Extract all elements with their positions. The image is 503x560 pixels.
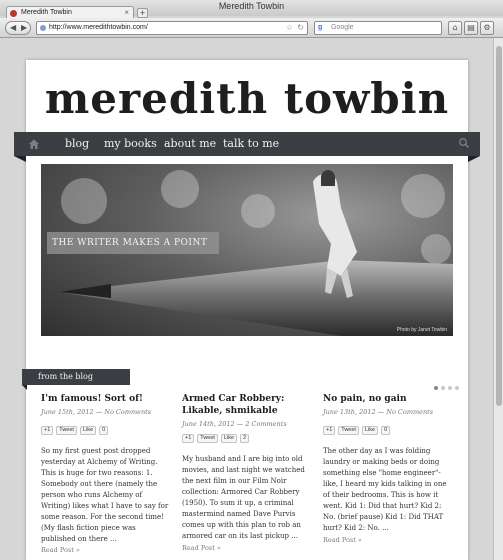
tweet-button[interactable]: Tweet xyxy=(338,426,359,435)
google-plus-button[interactable]: +1 xyxy=(182,434,194,443)
share-buttons xyxy=(41,426,169,436)
section-label: from the blog xyxy=(22,369,130,385)
tweet-button[interactable]: Tweet xyxy=(197,434,218,443)
search-placeholder: Google xyxy=(331,24,354,31)
google-plus-button[interactable]: +1 xyxy=(323,426,335,435)
nav-item-my-books[interactable]: my books xyxy=(104,137,157,150)
blog-post xyxy=(323,393,451,534)
home-icon[interactable] xyxy=(28,138,40,150)
like-count: 0 xyxy=(99,426,108,435)
reload-icon[interactable]: ↻ xyxy=(297,23,304,32)
post-excerpt: So my first guest post dropped yesterday at Alchemy of Writing. This is huge for two reasons: 1. Somebody out there (namely the person who runs Alchemy of Writing) likes what I have to say for some reason. For the second time! (My flash fiction piece was published on there … xyxy=(41,447,169,543)
search-box[interactable] xyxy=(314,21,442,35)
carousel-dot[interactable] xyxy=(441,386,445,390)
window-title: Meredith Towbin xyxy=(218,1,285,11)
nav-item-blog[interactable]: blog xyxy=(65,137,90,150)
tab-title: Meredith Towbin xyxy=(21,9,72,16)
read-post-link[interactable]: Read Post » xyxy=(323,536,362,544)
site-identity-icon xyxy=(40,25,46,31)
share-buttons xyxy=(323,426,451,436)
like-count: 0 xyxy=(381,426,390,435)
favicon-icon xyxy=(10,10,17,17)
like-button[interactable]: Like xyxy=(221,434,237,443)
bookmark-star-icon[interactable]: ☆ xyxy=(285,23,293,32)
read-post-link[interactable]: Read Post » xyxy=(182,544,221,552)
new-tab-button[interactable]: + xyxy=(137,8,148,18)
site-navigation xyxy=(14,132,480,156)
like-count: 2 xyxy=(240,434,249,443)
like-button[interactable]: Like xyxy=(80,426,96,435)
google-search-icon: g xyxy=(318,24,323,31)
search-icon[interactable] xyxy=(458,137,470,149)
forward-arrow-icon[interactable]: ▶ xyxy=(21,23,28,32)
tools-menu-icon[interactable]: ⚙ xyxy=(480,21,494,35)
post-meta: June 15th, 2012 — No Comments xyxy=(41,408,152,416)
post-meta: June 14th, 2012 — 2 Comments xyxy=(182,420,287,428)
url-text: http://www.meredithtowbin.com/ xyxy=(49,24,148,31)
page-scrollbar[interactable] xyxy=(493,38,503,560)
post-meta: June 13th, 2012 — No Comments xyxy=(323,408,434,416)
back-forward-buttons xyxy=(5,21,31,35)
web-page xyxy=(26,60,468,560)
nav-ribbon-fold-left xyxy=(14,156,26,162)
share-buttons xyxy=(182,434,310,444)
back-arrow-icon[interactable]: ◀ xyxy=(10,23,17,32)
carousel-dot[interactable] xyxy=(448,386,452,390)
post-title[interactable]: Armed Car Robbery: Likable, shmikable xyxy=(182,394,285,416)
nav-item-about-me[interactable]: about me xyxy=(164,137,217,150)
carousel-dot[interactable] xyxy=(455,386,459,390)
read-post-link[interactable]: Read Post » xyxy=(41,546,80,554)
tweet-button[interactable]: Tweet xyxy=(56,426,77,435)
like-button[interactable]: Like xyxy=(362,426,378,435)
carousel-dots xyxy=(431,375,459,394)
page-menu-icon[interactable]: ▤ xyxy=(464,21,478,35)
hero-caption: THE WRITER MAKES A POINT xyxy=(47,232,219,254)
tab-bar xyxy=(0,6,503,18)
carousel-dot[interactable] xyxy=(434,386,438,390)
blog-post xyxy=(182,393,310,542)
address-bar[interactable] xyxy=(36,21,308,35)
post-title[interactable]: No pain, no gain xyxy=(323,394,407,404)
scrollbar-thumb[interactable] xyxy=(496,46,502,406)
blog-post xyxy=(41,393,169,545)
post-title[interactable]: I'm famous! Sort of! xyxy=(41,394,143,404)
site-title[interactable]: meredith towbin xyxy=(44,74,450,123)
browser-toolbar xyxy=(0,18,503,38)
google-plus-button[interactable]: +1 xyxy=(41,426,53,435)
close-tab-icon[interactable]: × xyxy=(124,8,129,17)
post-excerpt: The other day as I was folding laundry or making beds or doing something else "home engineer"-like, I heard my kids talking in one of their bedrooms. This is how it went. Kid 1: Did that hurt? Kid 2: No. (brief pause) Kid 1: Did THAT hurt? Kid 2: No. … xyxy=(323,447,447,532)
hero-image[interactable] xyxy=(41,164,453,336)
section-label-fold xyxy=(22,385,27,390)
home-toolbar-icon[interactable]: ⌂ xyxy=(448,21,462,35)
post-excerpt: My husband and I are big into old movies, and last night we watched the next film in our Film Noir collection: Armored Car Robbery (1950). To sum it up, a criminal mastermind named Dave Purvis comes up with this plan to rob an armored car on its last pickup … xyxy=(182,455,305,540)
hero-photo-credit: Photo by Janet Towbin xyxy=(396,327,447,333)
nav-item-talk-to-me[interactable]: talk to me xyxy=(223,137,280,150)
nav-ribbon-fold-right xyxy=(468,156,480,162)
